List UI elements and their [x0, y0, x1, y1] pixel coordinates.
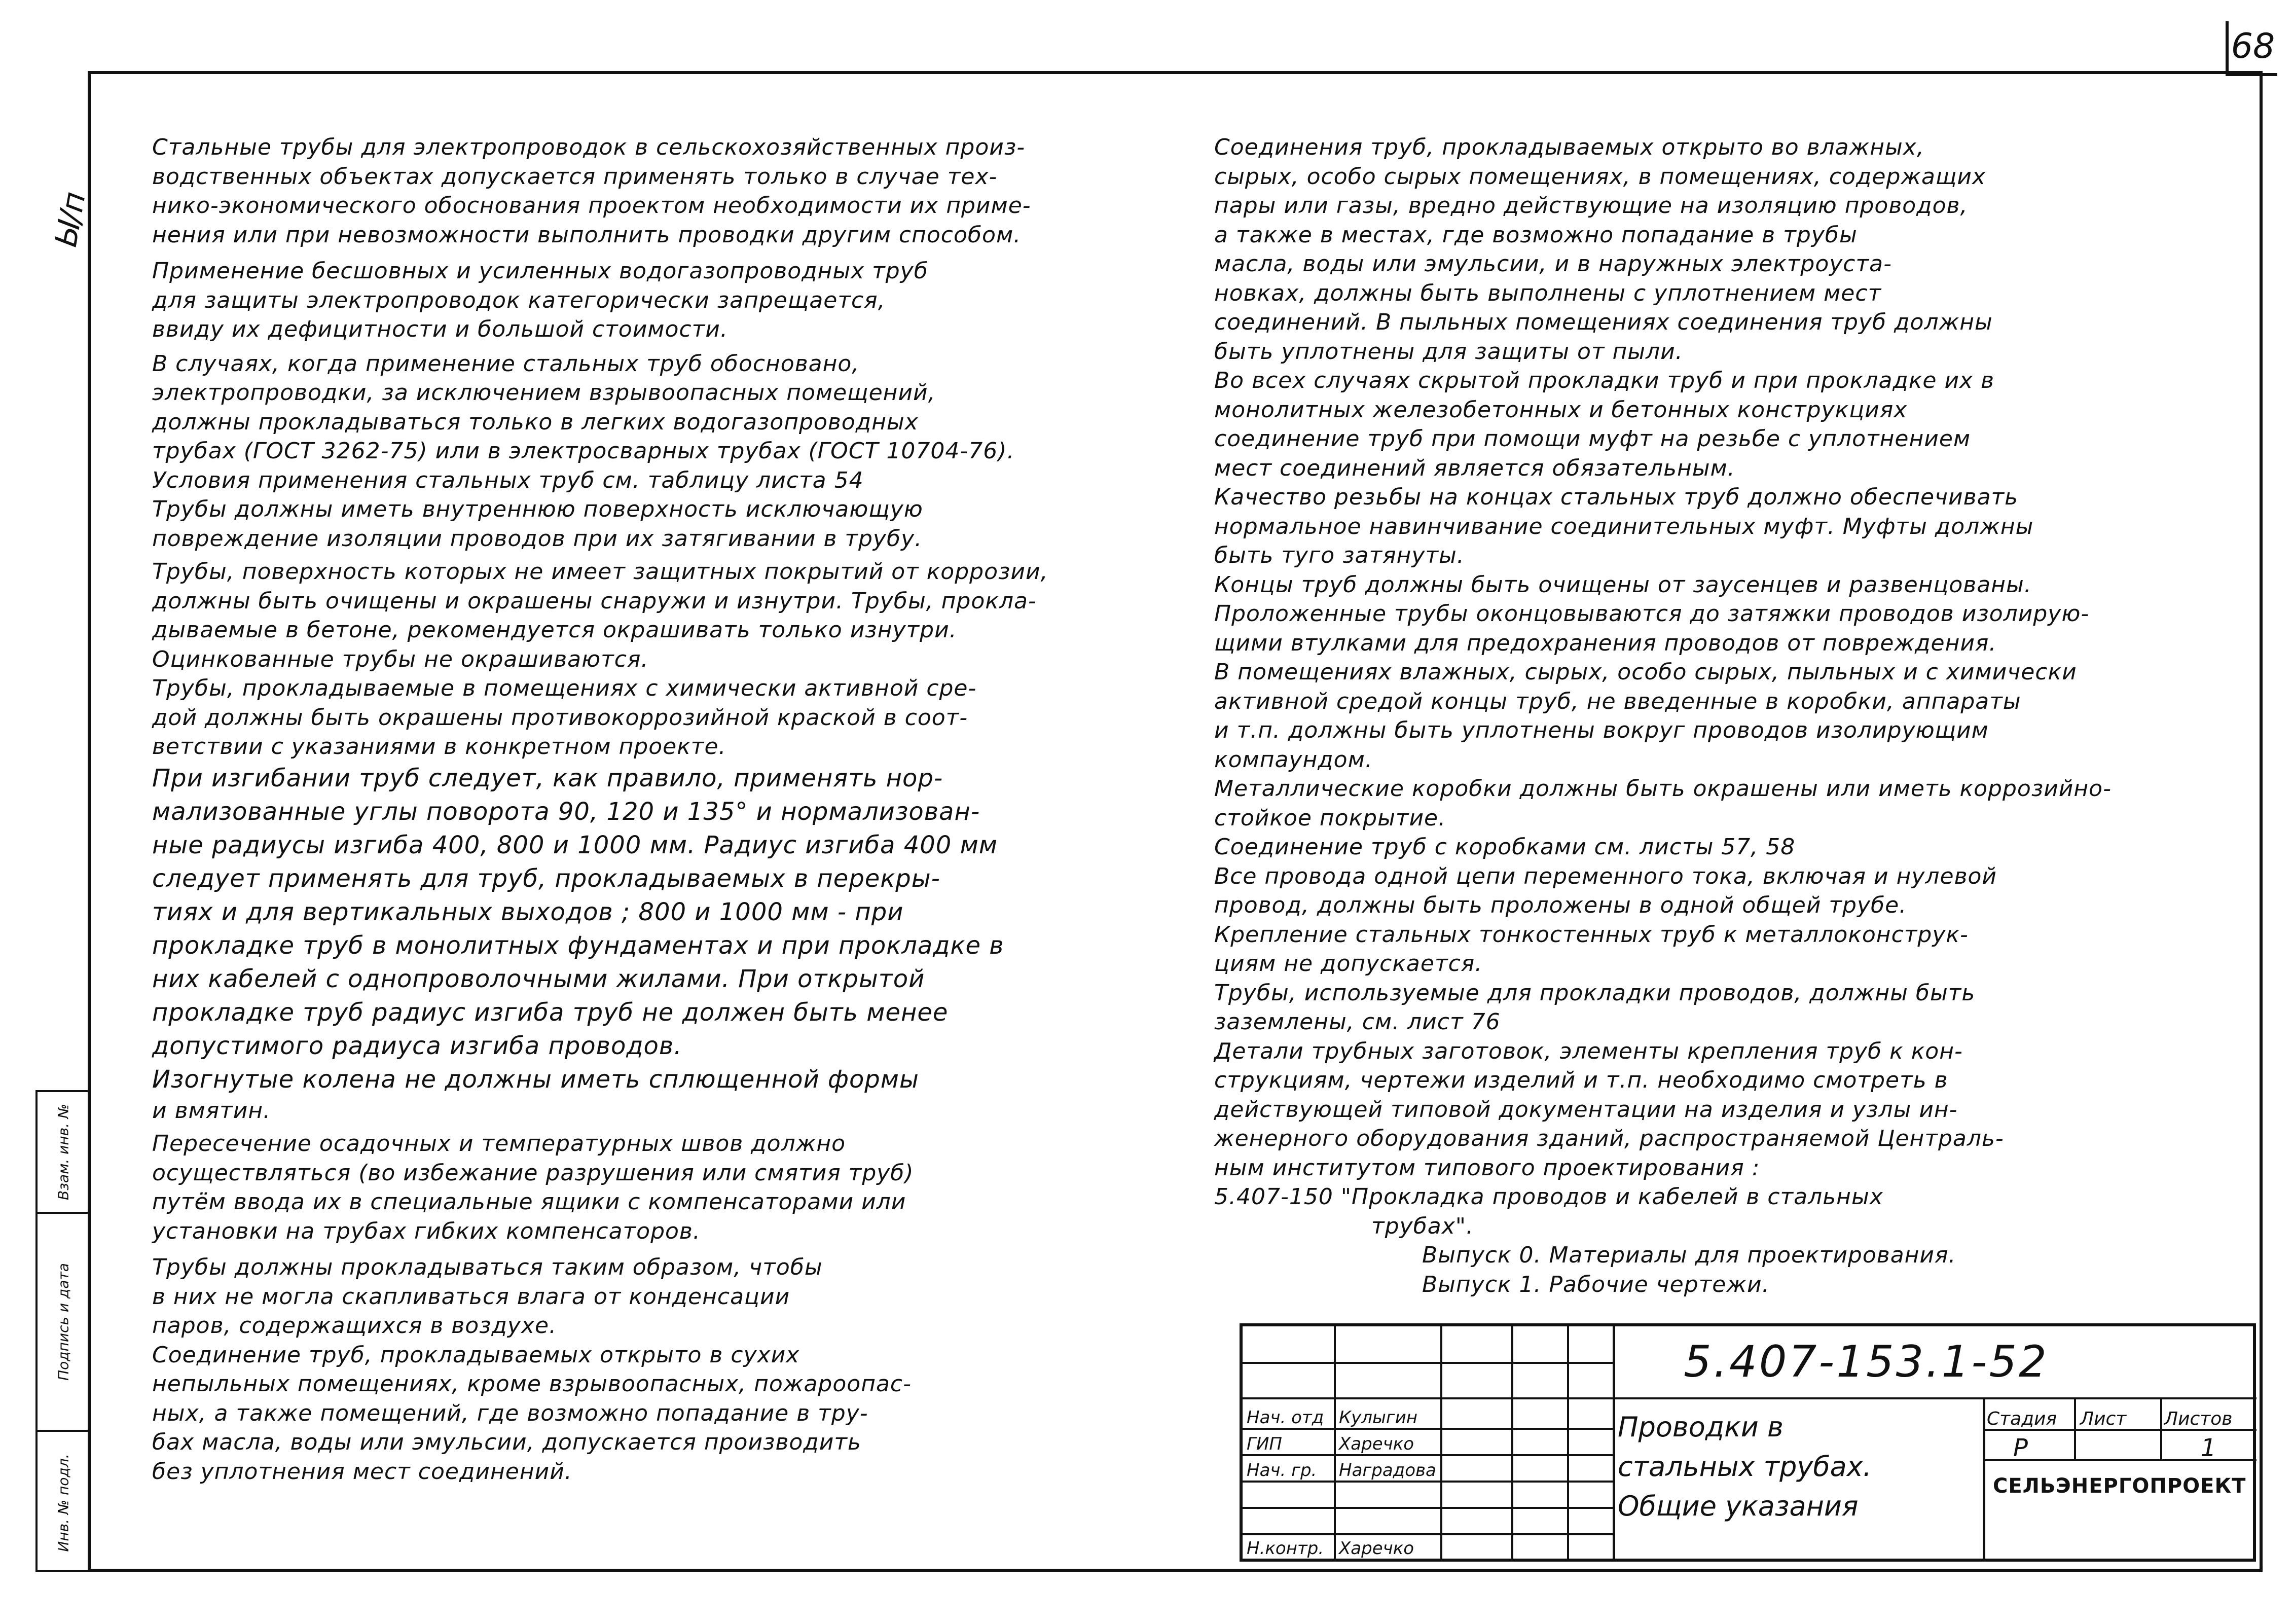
text-line: Условия применения стальных труб см. таблицу листа 54 [152, 467, 864, 493]
text-line: них кабелей с однопроволочными жилами. При открытой [152, 964, 925, 993]
person-name: Наградова [1339, 1460, 1436, 1481]
text-line: для защиты электропроводок категорически запрещается, [152, 287, 886, 313]
person-name: Кулыгин [1339, 1408, 1418, 1428]
text-line: При изгибании труб следует, как правило, применять нор- [152, 764, 943, 792]
title-line: стальных трубах. [1618, 1451, 1872, 1483]
text-line: а также в местах, где возможно попадание в трубы [1214, 222, 1858, 248]
text-line: прокладке труб в монолитных фундаментах и при прокладке в [152, 931, 1004, 960]
person-name: Харечко [1339, 1538, 1414, 1559]
text-line: быть уплотнены для защиты от пыли. [1214, 338, 1683, 365]
text-line: Оцинкованные трубы не окрашиваются. [152, 646, 649, 672]
text-line: допустимого радиуса изгиба проводов. [152, 1031, 682, 1060]
text-line: дываемые в бетоне, рекомендуется окрашивать только изнутри. [152, 617, 957, 643]
text-line: струкциям, чертежи изделий и т.п. необходимо смотреть в [1214, 1067, 1948, 1093]
text-line: циям не допускается. [1214, 951, 1483, 977]
sheets-count-label: Листов [2164, 1409, 2233, 1429]
drawing-title [1618, 1408, 1872, 1526]
stamp-cell-label: Взам. инв. № [55, 1103, 71, 1201]
text-line: Трубы, прокладываемые в помещениях с химически активной сре- [152, 675, 977, 701]
sheet-number: 68 [2226, 21, 2277, 76]
text-line: стойкое покрытие. [1214, 805, 1446, 831]
text-line: следует применять для труб, прокладываемых в перекры- [152, 864, 940, 893]
text-line: Концы труб должны быть очищены от заусенцев и развенцованы. [1214, 571, 2032, 598]
text-line: Стальные трубы для электропроводок в сельскохозяйственных произ- [152, 134, 1026, 160]
text-line: трубах (ГОСТ 3262-75) или в электросварных трубах (ГОСТ 10704-76). [152, 438, 1015, 464]
text-line: компаундом. [1214, 746, 1373, 773]
text-line: Детали трубных заготовок, элементы крепления труб к кон- [1214, 1038, 1963, 1064]
stamp-cell-label: Подпись и дата [55, 1263, 71, 1381]
text-line: ных, а также помещений, где возможно попадание в тру- [152, 1400, 868, 1426]
text-line: должны быть очищены и окрашены снаружи и изнутри. Трубы, прокла- [152, 588, 1037, 614]
text-line: соединений. В пыльных помещениях соединения труб должны [1214, 309, 1993, 335]
text-line: трубах". [1371, 1213, 1474, 1239]
text-line: действующей типовой документации на изделия и узлы ин- [1214, 1096, 1958, 1123]
side-stamp-strip [35, 1090, 89, 1572]
text-line: масла, воды или эмульсии, и в наружных электроуста- [1214, 251, 1892, 277]
text-line: Качество резьбы на концах стальных труб должно обеспечивать [1214, 484, 2019, 510]
stamp-cell-replacement [38, 1092, 89, 1214]
role-label: Нач. гр. [1247, 1460, 1317, 1481]
stamp-cell-inventory [38, 1432, 89, 1574]
title-line: Общие указания [1618, 1490, 1859, 1522]
text-line: Выпуск 0. Материалы для проектирования. [1422, 1242, 1956, 1268]
text-line: новках, должны быть выполнены с уплотнением мест [1214, 280, 1882, 306]
text-line: Соединение труб, прокладываемых открыто в сухих [152, 1342, 800, 1368]
role-label: Н.контр. [1247, 1538, 1324, 1559]
role-label: Нач. отд [1247, 1408, 1324, 1428]
text-line: 5.407-150 "Прокладка проводов и кабелей в стальных [1214, 1184, 1883, 1210]
role-label: ГИП [1247, 1434, 1282, 1454]
right-text-column [1214, 133, 2233, 1299]
text-line: щими втулками для предохранения проводов от повреждения. [1214, 630, 1997, 656]
text-line: ветствии с указаниями в конкретном проекте. [152, 734, 726, 760]
text-line: сырых, особо сырых помещениях, в помещениях, содержащих [1214, 163, 1986, 190]
text-line: Крепление стальных тонкостенных труб к металлоконструк- [1214, 921, 1969, 948]
stage-label: Стадия [1987, 1409, 2057, 1429]
text-line: паров, содержащихся в воздухе. [152, 1313, 557, 1339]
text-line: дой должны быть окрашены противокоррозийной краской в соот- [152, 704, 968, 731]
text-line: В помещениях влажных, сырых, особо сырых, пыльных и с химически [1214, 659, 2077, 685]
text-line: электропроводки, за исключением взрывоопасных помещений, [152, 380, 936, 406]
side-doc-mark: Ы/п [48, 189, 93, 250]
text-line: женерного оборудования зданий, распространяемой Централь- [1214, 1126, 2004, 1151]
text-line: в них не могла скапливаться влага от конденсации [152, 1283, 790, 1310]
text-line: Соединение труб с коробками см. листы 57, 58 [1214, 834, 1796, 860]
text-line: заземлены, см. лист 76 [1214, 1009, 1501, 1035]
text-line: Применение бесшовных и усиленных водогазопроводных труб [152, 258, 928, 284]
text-line: осуществляться (во избежание разрушения или смятия труб) [152, 1160, 914, 1186]
text-line: мализованные углы поворота 90, 120 и 135° и нормализован- [152, 797, 980, 826]
text-line: быть туго затянуты. [1214, 543, 1465, 568]
text-line: Соединения труб, прокладываемых открыто во влажных, [1214, 134, 1924, 160]
text-line: без уплотнения мест соединений. [152, 1458, 572, 1485]
text-line: бах масла, воды или эмульсии, допускается производить [152, 1429, 861, 1455]
text-line: Трубы, поверхность которых не имеет защитных покрытий от коррозии, [152, 559, 1048, 585]
text-line: Проложенные трубы оконцовываются до затяжки проводов изолирую- [1214, 601, 2090, 627]
text-line: Пересечение осадочных и температурных швов должно [152, 1131, 846, 1157]
person-name: Харечко [1339, 1434, 1414, 1454]
text-line: и вмятин. [152, 1097, 271, 1124]
title-block [1240, 1323, 2256, 1562]
text-line: путём ввода их в специальные ящики с компенсаторами или [152, 1189, 906, 1215]
text-line: водственных объектах допускается применять только в случае тех- [152, 163, 998, 190]
title-line: Проводки в [1618, 1411, 1784, 1443]
text-line: ввиду их дефицитности и большой стоимости. [152, 316, 728, 342]
text-line: провод, должны быть проложены в одной общей трубе. [1214, 892, 1907, 918]
left-text-column [152, 133, 1146, 1486]
document-code: 5.407-153.1-52 [1684, 1337, 2049, 1387]
stage-value: Р [2013, 1434, 2028, 1462]
text-line: непыльных помещениях, кроме взрывоопасных, пожароопас- [152, 1371, 912, 1397]
sheet-label: Лист [2080, 1409, 2127, 1429]
organization-name: СЕЛЬЭНЕРГОПРОЕКТ [1993, 1474, 2246, 1498]
text-line: монолитных железобетонных и бетонных конструкциях [1214, 396, 1908, 423]
text-line: В случаях, когда применение стальных труб обосновано, [152, 350, 860, 377]
text-line: активной средой концы труб, не введенные в коробки, аппараты [1214, 688, 2021, 714]
text-line: установки на трубах гибких компенсаторов. [152, 1218, 701, 1244]
text-line: Трубы должны иметь внутреннюю поверхность исключающую [152, 496, 923, 522]
text-line: тиях и для вертикальных выходов ; 800 и 1000 мм - при [152, 897, 904, 926]
text-line: и т.п. должны быть уплотнены вокруг проводов изолирующим [1214, 717, 1989, 743]
text-line: Во всех случаях скрытой прокладки труб и при прокладке их в [1214, 368, 1995, 393]
text-line: Все провода одной цепи переменного тока, включая и нулевой [1214, 863, 1997, 889]
text-line: прокладке труб радиус изгиба труб не должен быть менее [152, 998, 949, 1027]
text-line: повреждение изоляции проводов при их затягивании в трубу. [152, 525, 923, 552]
text-line: соединение труб при помощи муфт на резьбе с уплотнением [1214, 426, 1971, 452]
text-line: ные радиусы изгиба 400, 800 и 1000 мм. Радиус изгиба 400 мм [152, 831, 998, 859]
text-line: мест соединений является обязательным. [1214, 455, 1735, 481]
stamp-cell-signature [38, 1214, 89, 1432]
text-line: ным институтом типового проектирования : [1214, 1154, 1760, 1181]
text-line: нико-экономического обоснования проектом необходимости их приме- [152, 193, 1031, 219]
sheets-count-value: 1 [2201, 1434, 2216, 1462]
text-line: пары или газы, вредно действующие на изоляцию проводов, [1214, 193, 1968, 219]
text-line: Трубы, используемые для прокладки проводов, должны быть [1214, 980, 1976, 1006]
text-line: Трубы должны прокладываться таким образом, чтобы [152, 1254, 823, 1280]
text-line: Изогнутые колена не должны иметь сплющенной формы [152, 1065, 919, 1094]
stamp-cell-label: Инв. № подл. [55, 1454, 71, 1552]
text-line: Металлические коробки должны быть окрашены или иметь коррозийно- [1214, 776, 2112, 802]
text-line: нения или при невозможности выполнить проводки другим способом. [152, 222, 1022, 248]
text-line: должны прокладываться только в легких водогазопроводных [152, 409, 919, 435]
text-line: нормальное навинчивание соединительных муфт. Муфты должны [1214, 513, 2034, 539]
text-line: Выпуск 1. Рабочие чертежи. [1422, 1271, 1770, 1297]
